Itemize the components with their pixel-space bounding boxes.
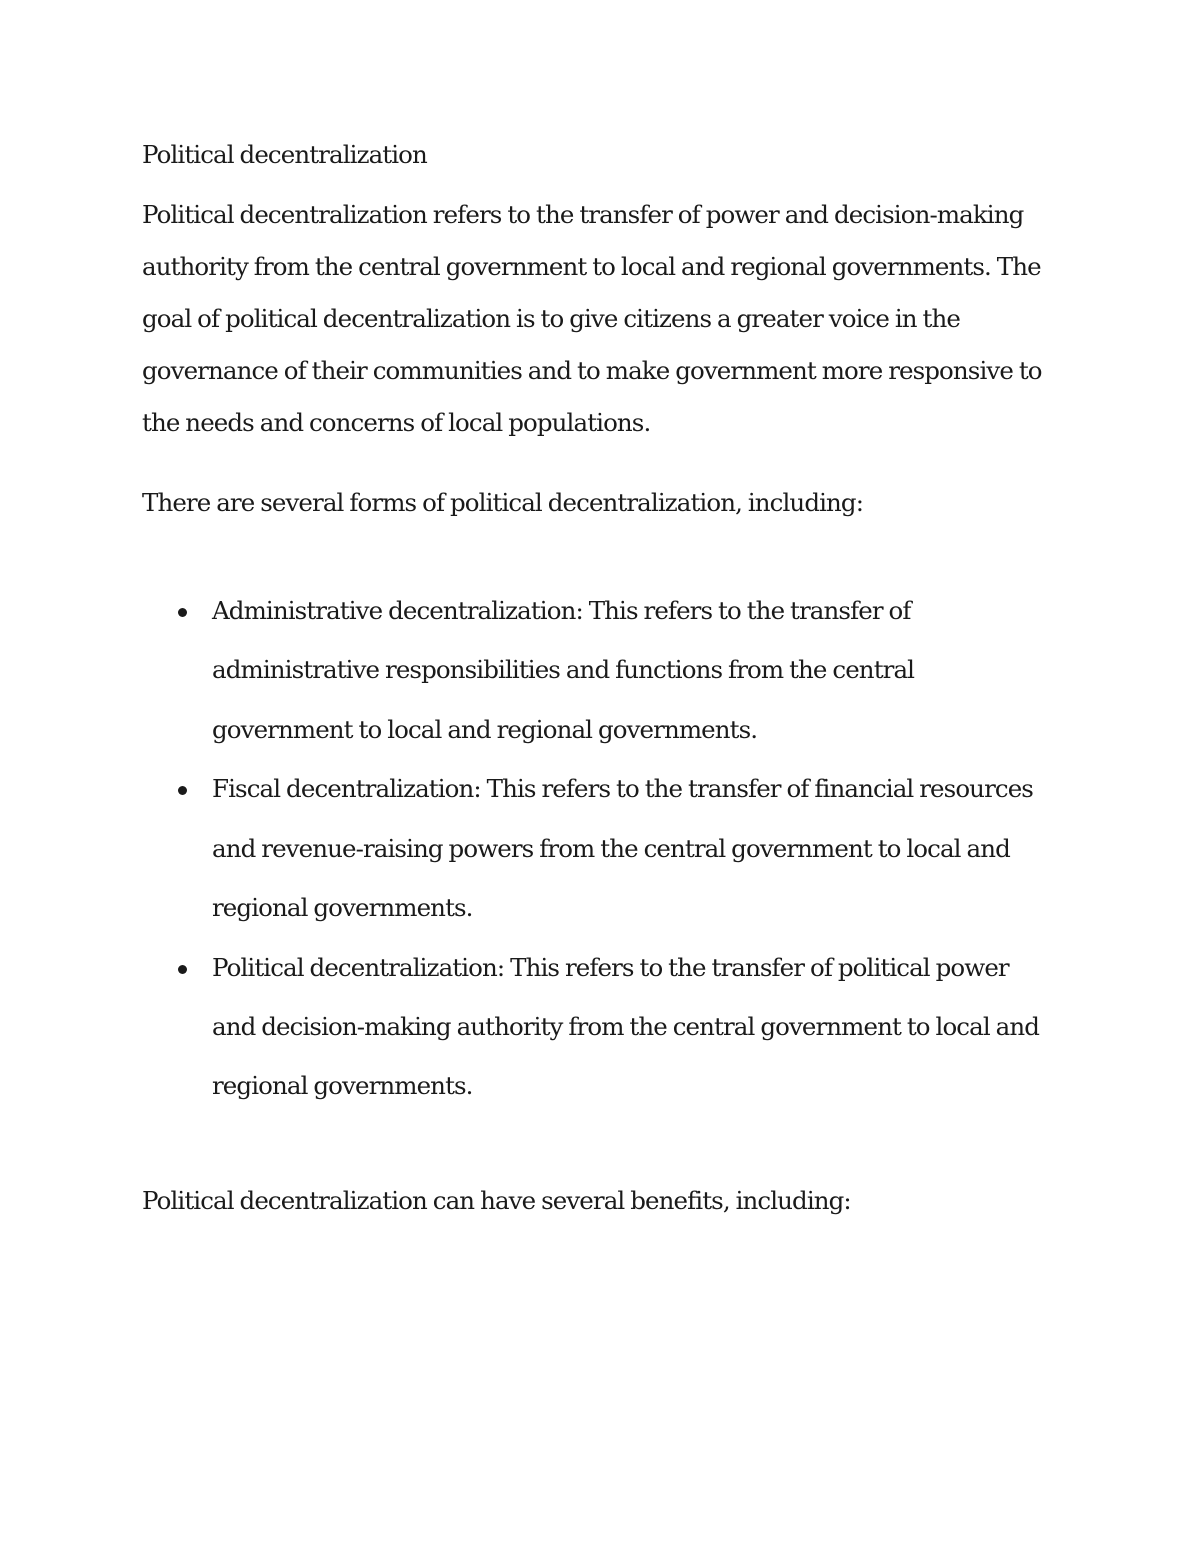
list-item-line: Political decentralization: This refers to the transfer of political power (212, 953, 1009, 982)
document-title: Political decentralization (142, 140, 427, 169)
list-item-line: Administrative decentralization: This refers to the transfer of (212, 596, 911, 625)
paragraph-line: the needs and concerns of local populations. (142, 408, 651, 437)
list-item-line: Fiscal decentralization: This refers to the transfer of financial resources (212, 774, 1033, 803)
bullet-icon (178, 608, 187, 617)
list-item-line: regional governments. (212, 1071, 473, 1100)
list-item-line: regional governments. (212, 893, 473, 922)
list-item-line: and revenue-raising powers from the central government to local and (212, 834, 1010, 863)
list-item-line: administrative responsibilities and functions from the central (212, 655, 915, 684)
list-item-line: and decision-making authority from the central government to local and (212, 1012, 1040, 1041)
paragraph-line: Political decentralization refers to the transfer of power and decision-making (142, 200, 1024, 229)
paragraph-line: governance of their communities and to make government more responsive to (142, 356, 1042, 385)
bullet-icon (178, 786, 187, 795)
bullet-icon (178, 965, 187, 974)
benefits-intro-paragraph: Political decentralization can have several benefits, including: (142, 1186, 851, 1215)
paragraph-line: authority from the central government to local and regional governments. The (142, 252, 1041, 281)
paragraph-line: goal of political decentralization is to give citizens a greater voice in the (142, 304, 960, 333)
forms-intro-paragraph: There are several forms of political decentralization, including: (142, 488, 864, 517)
list-item-line: government to local and regional governments. (212, 715, 758, 744)
